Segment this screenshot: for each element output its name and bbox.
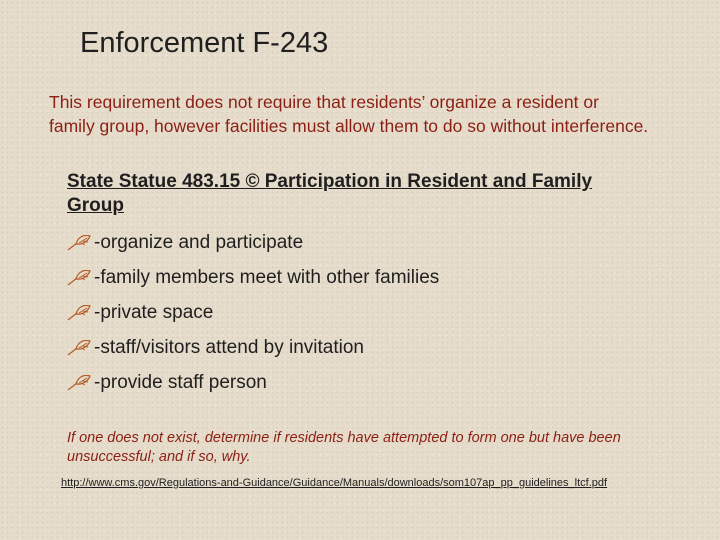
bullet-item xyxy=(67,330,439,365)
intro-paragraph: This requirement does not require that residents’ organize a resident or family group, however facilities must allow them to do so without interference. xyxy=(49,92,649,136)
bullet-text: -provide staff person xyxy=(94,371,267,393)
bullet-list xyxy=(67,225,439,400)
bullet-item xyxy=(67,365,439,400)
note-paragraph: If one does not exist, determine if residents have attempted to form one but have been unsuccessful; and if so, why. xyxy=(67,430,621,465)
bullet-item xyxy=(67,295,439,330)
feather-pen-icon xyxy=(67,270,91,286)
bullet-text: -family members meet with other families xyxy=(94,266,440,288)
feather-pen-icon xyxy=(67,305,91,321)
statute-heading: State Statue 483.15 © Participation in Resident and Family Group xyxy=(67,171,593,216)
source-link[interactable]: http://www.cms.gov/Regulations-and-Guidance/Guidance/Manuals/downloads/som107ap_pp_guidelines_ltcf.pdf xyxy=(61,477,608,489)
bullet-text: -organize and participate xyxy=(94,231,304,253)
bullet-text: -private space xyxy=(94,301,214,323)
feather-pen-icon xyxy=(67,340,91,356)
bullet-item xyxy=(67,225,439,260)
bullet-text: -staff/visitors attend by invitation xyxy=(94,336,364,358)
bullet-item xyxy=(67,260,439,295)
feather-pen-icon xyxy=(67,375,91,391)
feather-pen-icon xyxy=(67,235,91,251)
slide-title: Enforcement F-243 xyxy=(80,27,329,59)
